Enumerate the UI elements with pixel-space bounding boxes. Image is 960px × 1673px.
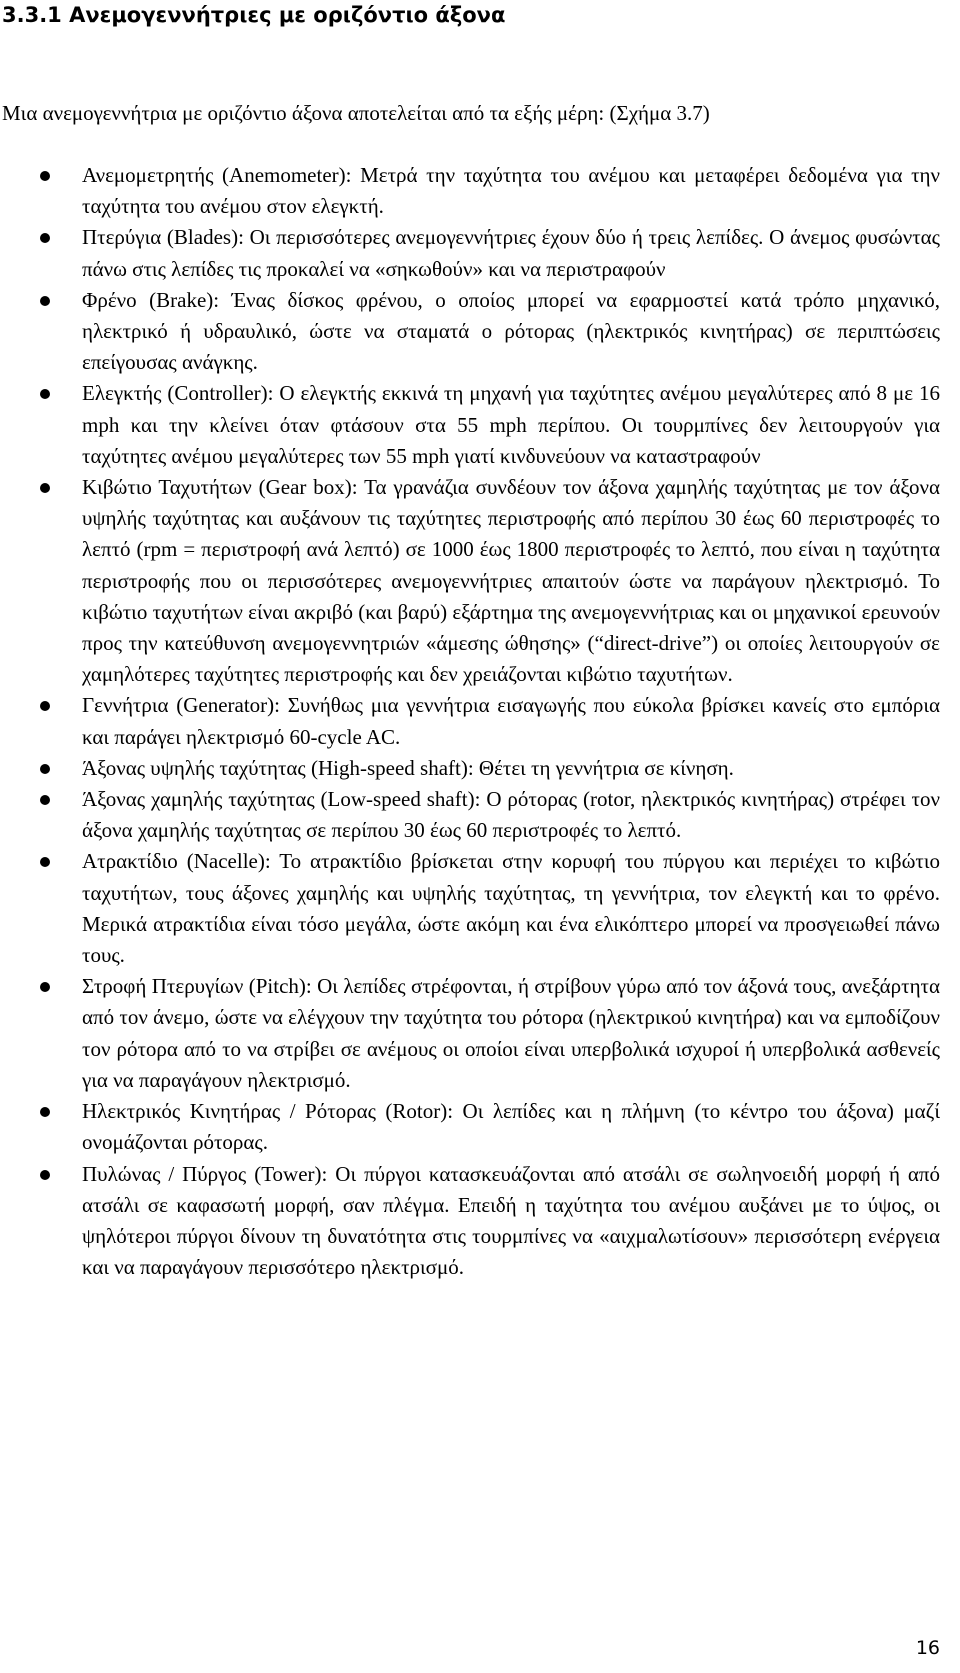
list-item-text: Φρένο (Brake): Ένας δίσκος φρένου, ο οποίος μπορεί να εφαρμοστεί κατά τρόπο μηχανικό, ηλεκτρικό ή υδραυλικό, ώστε να σταματά ο ρότορας (ηλεκτρικός κινητήρας) σε περιπτώσεις επείγουσας ανάγκης. (82, 287, 940, 375)
list-item-text: Κιβώτιο Ταχυτήτων (Gear box): Τα γρανάζια συνδέουν τον άξονα χαμηλής ταχύτητας με τον άξονα υψηλής ταχύτητας και αυξάνουν τις ταχύτητες περιστροφής από περίπου 30 έως 60 περιστροφές το λεπτό (rpm = περιστροφή ανά λεπτό) σε 1000 έως 1800 περιστροφές το λεπτό, που είναι η ταχύτητα περιστροφής που οι περισσότερες ανεμογεννήτριες απαιτούν ώστε να παράγουν ηλεκτρισμό. Το κιβώτιο ταχυτήτων είναι ακριβό (και βαρύ) εξάρτημα της ανεμογεννήτριας και οι μηχανικοί ερευνούν προς την κατεύθυνση ανεμογεννητριών «άμεσης ώθησης» (“direct-drive”) οι οποίες λειτουργούν σε χαμηλότερες ταχύτητες περιστροφής και δεν χρειάζονται κιβώτιο ταχυτήτων. (82, 475, 940, 687)
bullet-icon (40, 1107, 50, 1117)
bullet-icon (40, 233, 50, 243)
list-item-text: Ατρακτίδιο (Nacelle): Το ατρακτίδιο βρίσκεται στην κορυφή του πύργου και περιέχει το κιβώτιο ταχυτήτων, τους άξονες χαμηλής και υψηλής ταχύτητας, τη γεννήτρια, τον ελεγκτή και το φρένο. Μερικά ατρακτίδια είναι τόσο μεγάλα, ώστε ακόμη και ένα ελικόπτερο μπορεί να προσγειωθεί πάνω τους. (82, 849, 940, 968)
section-heading: 3.3.1 Ανεμογεννήτριες με οριζόντιο άξονα (2, 3, 506, 27)
list-item-controller (0, 378, 940, 472)
list-item-blades (0, 222, 940, 284)
list-item-text: Άξονας χαμηλής ταχύτητας (Low-speed shaft): Ο ρότορας (rotor, ηλεκτρικός κινητήρας) στρέφει τον άξονα χαμηλής ταχύτητας σε περίπου 30 έως 60 περιστροφές το λεπτό. (82, 787, 940, 843)
list-item-anemometer (0, 160, 940, 222)
bullet-icon (40, 982, 50, 992)
list-item-text: Ηλεκτρικός Κινητήρας / Ρότορας (Rotor): Οι λεπίδες και η πλήμνη (το κέντρο του άξονα) μαζί ονομάζονται ρότορας. (82, 1099, 940, 1155)
bullet-icon (40, 795, 50, 805)
bullet-icon (40, 389, 50, 399)
list-item-tower (0, 1159, 940, 1284)
list-item-text: Πτερύγια (Blades): Οι περισσότερες ανεμογεννήτριες έχουν δύο ή τρεις λεπίδες. Ο άνεμος φυσώντας πάνω στις λεπίδες τις προκαλεί να «σηκωθούν» και να περιστραφούν (82, 225, 940, 281)
list-item-text: Ελεγκτής (Controller): Ο ελεγκτής εκκινά τη μηχανή για ταχύτητες ανέμου μεγαλύτερες από 8 με 16 mph και την κλείνει όταν φτάσουν στα 55 mph περίπου. Οι τουρμπίνες δεν λειτουργούν για ταχύτητες ανέμου μεγαλύτερες των 55 mph γιατί κινδυνεύουν να καταστραφούν (82, 381, 940, 468)
bullet-icon (40, 483, 50, 493)
list-item-text: Πυλώνας / Πύργος (Tower): Οι πύργοι κατασκευάζονται από ατσάλι σε σωληνοειδή μορφή ή από ατσάλι σε καφασωτή μορφή, σαν πλέγμα. Επειδή η ταχύτητα του ανέμου αυξάνει με το ύψος, οι ψηλότεροι πύργοι δίνουν τη δυνατότητα στις τουρμπίνες να «αιχμαλωτίσουν» περισσότερη ενέργεια και να παραγάγουν περισσότερο ηλεκτρισμό. (82, 1161, 940, 1280)
bullet-icon (40, 171, 50, 181)
list-item-pitch (0, 971, 940, 1096)
bullet-icon (40, 296, 50, 306)
bullet-icon (40, 701, 50, 711)
bullet-icon (40, 1170, 50, 1180)
list-item-text: Άξονας υψηλής ταχύτητας (High-speed shaft): Θέτει τη γεννήτρια σε κίνηση. (82, 755, 734, 780)
list-item-text: Γεννήτρια (Generator): Συνήθως μια γεννήτρια εισαγωγής που εύκολα βρίσκει κανείς στο εμπόρια και παράγει ηλεκτρισμό 60-cycle AC. (82, 693, 940, 749)
list-item-rotor (0, 1096, 940, 1158)
list-item-nacelle (0, 846, 940, 971)
list-item-gear-box (0, 472, 940, 690)
bullet-icon (40, 857, 50, 867)
list-item-high-speed-shaft (0, 753, 940, 784)
list-item-text: Στροφή Πτερυγίων (Pitch): Οι λεπίδες στρέφονται, ή στρίβουν γύρω από τον άξονά τους, ανεξάρτητα από τον άνεμο, ώστε να ελέγχουν την ταχύτητα του ρότορα (ηλεκτρικού κινητήρα) και να εμποδίζουν τον ρότορα από το να στρίβει σε ανέμους οι οποίοι είναι υπερβολικά ισχυροί ή υπερβολικά ασθενείς για να παραγάγουν ηλεκτρισμό. (82, 974, 940, 1092)
list-item-brake (0, 285, 940, 379)
parts-list (0, 160, 940, 1283)
intro-paragraph: Μια ανεμογεννήτρια με οριζόντιο άξονα αποτελείται από τα εξής μέρη: (Σχήμα 3.7) (2, 101, 710, 125)
list-item-generator (0, 690, 940, 752)
list-item-low-speed-shaft (0, 784, 940, 846)
list-item-text: Ανεμομετρητής (Anemometer): Μετρά την ταχύτητα του ανέμου και μεταφέρει δεδομένα για την ταχύτητα του ανέμου στον ελεγκτή. (82, 163, 940, 219)
bullet-icon (40, 764, 50, 774)
page-number: 16 (915, 1637, 940, 1659)
